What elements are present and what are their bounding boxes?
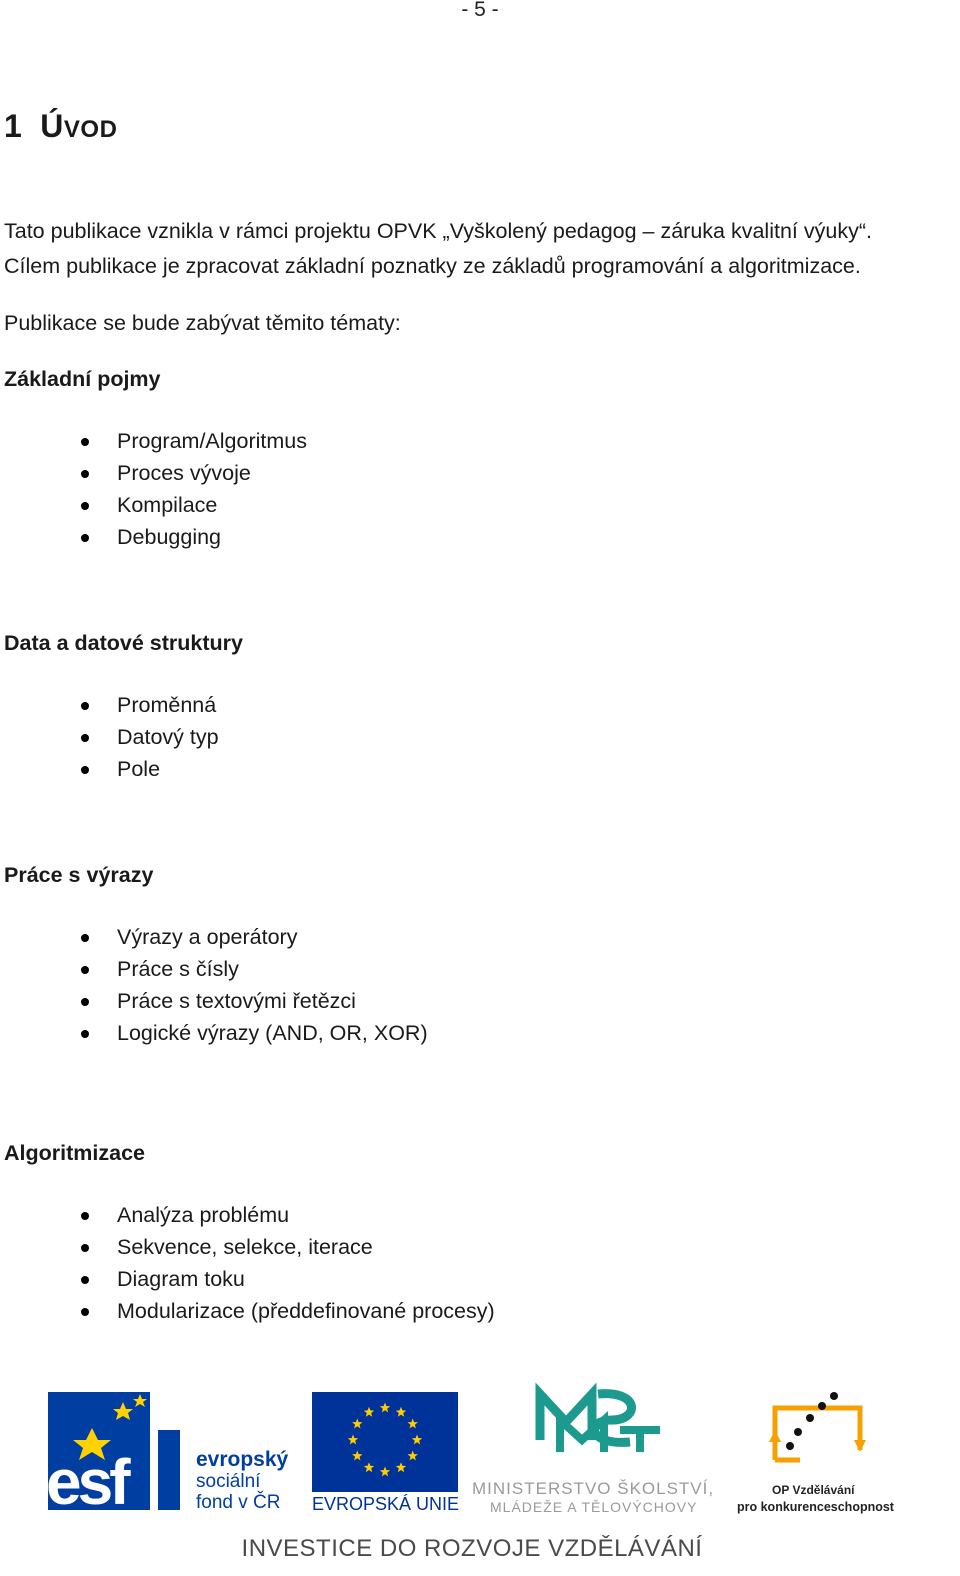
list-item: Diagram toku [0,1263,495,1295]
tagline: INVESTICE DO ROZVOJE VZDĚLÁVÁNÍ [241,1535,703,1562]
op-logo [737,1392,895,1514]
list-item: Analýza problému [0,1199,495,1231]
list-item: Modularizace (předdefinované procesy) [0,1295,495,1327]
intro-paragraph [4,214,960,284]
list-item: Proměnná [0,689,219,721]
list-item: Datový typ [0,721,219,753]
topic-list-data [0,689,219,785]
list-item: Sekvence, selekce, iterace [0,1231,495,1263]
eu-logo [312,1392,459,1514]
msmt-logo [472,1394,714,1515]
section-heading-algorithms: Algoritmizace [4,1141,145,1165]
esf-logo [46,1392,289,1518]
intro-line-2: Cílem publikace je zpracovat základní poznatky ze základů programování a algoritmizace. [4,254,861,278]
section-heading-basics: Základní pojmy [4,367,161,391]
topic-list-algorithms [0,1199,495,1327]
chapter-title-rest: VOD [63,116,118,143]
op-text-line-1: OP Vzdělávání [772,1483,855,1497]
eu-text: EVROPSKÁ UNIE [312,1494,460,1514]
list-item: Kompilace [0,489,307,521]
section-heading-data: Data a datové struktury [4,631,243,655]
list-item: Debugging [0,521,307,553]
esf-mark: esf [46,1446,127,1518]
list-item: Výrazy a operátory [0,921,428,953]
op-frame-icon [775,1408,860,1460]
list-item: Pole [0,753,219,785]
msmt-text-line-2: MLÁDEŽE A TĚLOVÝCHOVY [490,1499,698,1515]
list-item: Logické výrazy (AND, OR, XOR) [0,1017,428,1049]
esf-text-line-2: sociální [196,1471,261,1492]
section-heading-expressions: Práce s výrazy [4,863,154,887]
chapter-title-initial: Ú [40,108,64,144]
chapter-number: 1 [4,108,23,144]
op-text-line-2: pro konkurenceschopnost [737,1500,894,1514]
esf-text-line-3: fond v ČR [196,1492,281,1513]
topic-list-basics [0,425,307,553]
topic-list-expressions [0,921,428,1049]
funding-logos [0,1380,960,1576]
page-number: - 5 - [461,0,499,21]
list-item: Proces vývoje [0,457,307,489]
esf-text-line-1: evropský [196,1448,289,1471]
msmt-text-line-1: MINISTERSTVO ŠKOLSTVÍ, [472,1479,715,1498]
list-item: Program/Algoritmus [0,425,307,457]
chapter-title [4,108,117,145]
intro-line-1: Tato publikace vznikla v rámci projektu OPVK „Vyškolený pedagog – záruka kvalitní výuky“. [4,219,872,243]
topics-lead: Publikace se bude zabývat těmito tématy: [4,311,401,335]
list-item: Práce s čísly [0,953,428,985]
list-item: Práce s textovými řetězci [0,985,428,1017]
